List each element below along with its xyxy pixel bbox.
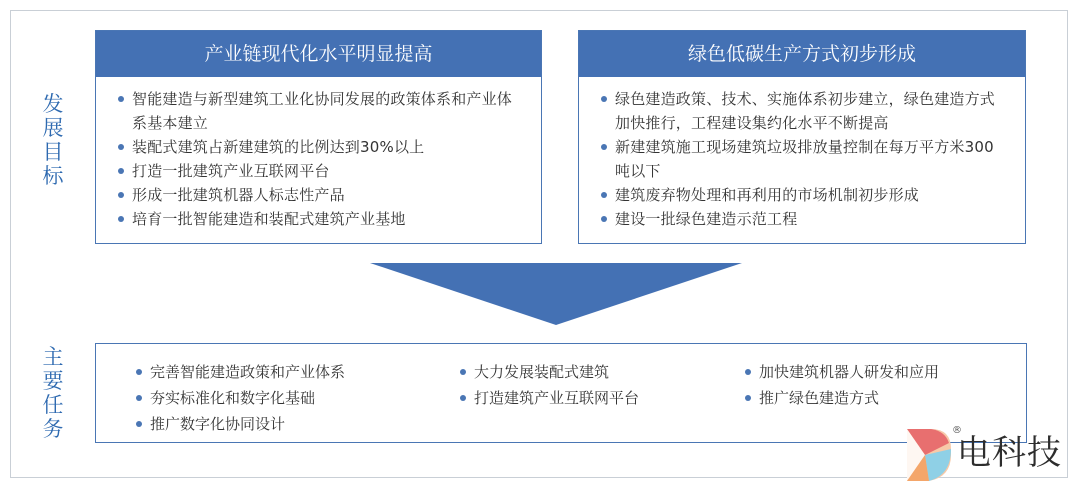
goal-item: 培育一批智能建造和装配式建筑产业基地: [118, 207, 523, 231]
goal-box-title: 绿色低碳生产方式初步形成: [579, 31, 1025, 77]
goal-item: 建筑废弃物处理和再利用的市场机制初步形成: [601, 183, 1007, 207]
brand-logo: [905, 425, 1075, 485]
goal-item: 绿色建造政策、技术、实施体系初步建立，绿色建造方式加快推行，工程建设集约化水平不断提高: [601, 87, 1007, 135]
task-box: [95, 343, 1027, 443]
goal-box-title: 产业链现代化水平明显提高: [96, 31, 541, 77]
side-label-tasks: 主 要 任 务: [42, 345, 64, 441]
side-label-goals: 发 展 目 标: [42, 92, 64, 188]
goal-item: 形成一批建筑机器人标志性产品: [118, 183, 523, 207]
task-item: 加快建筑机器人研发和应用: [745, 360, 1025, 384]
logo-text: 电科技: [957, 433, 1062, 473]
goal-box-industry-chain: [95, 30, 542, 244]
goal-box-green-production: [578, 30, 1026, 244]
logo-mark-icon: [905, 427, 955, 483]
goal-list: [579, 77, 1025, 231]
task-item: 夯实标准化和数字化基础: [136, 386, 460, 410]
goal-item: 建设一批绿色建造示范工程: [601, 207, 1007, 231]
task-item: 推广数字化协同设计: [136, 412, 460, 436]
task-item: 推广绿色建造方式: [745, 386, 1025, 410]
goal-item: 装配式建筑占新建建筑的比例达到30%以上: [118, 135, 523, 159]
task-item: 完善智能建造政策和产业体系: [136, 360, 460, 384]
task-item: 打造建筑产业互联网平台: [460, 386, 745, 410]
goal-item: 打造一批建筑产业互联网平台: [118, 159, 523, 183]
task-item: 大力发展装配式建筑: [460, 360, 745, 384]
down-arrow-icon: [370, 263, 742, 325]
goal-item: 新建建筑施工现场建筑垃圾排放量控制在每万平方米300吨以下: [601, 135, 1007, 183]
registered-mark: ®: [952, 425, 962, 436]
task-grid: [136, 360, 1006, 436]
goal-item: 智能建造与新型建筑工业化协同发展的政策体系和产业体系基本建立: [118, 87, 523, 135]
goal-list: [96, 77, 541, 231]
